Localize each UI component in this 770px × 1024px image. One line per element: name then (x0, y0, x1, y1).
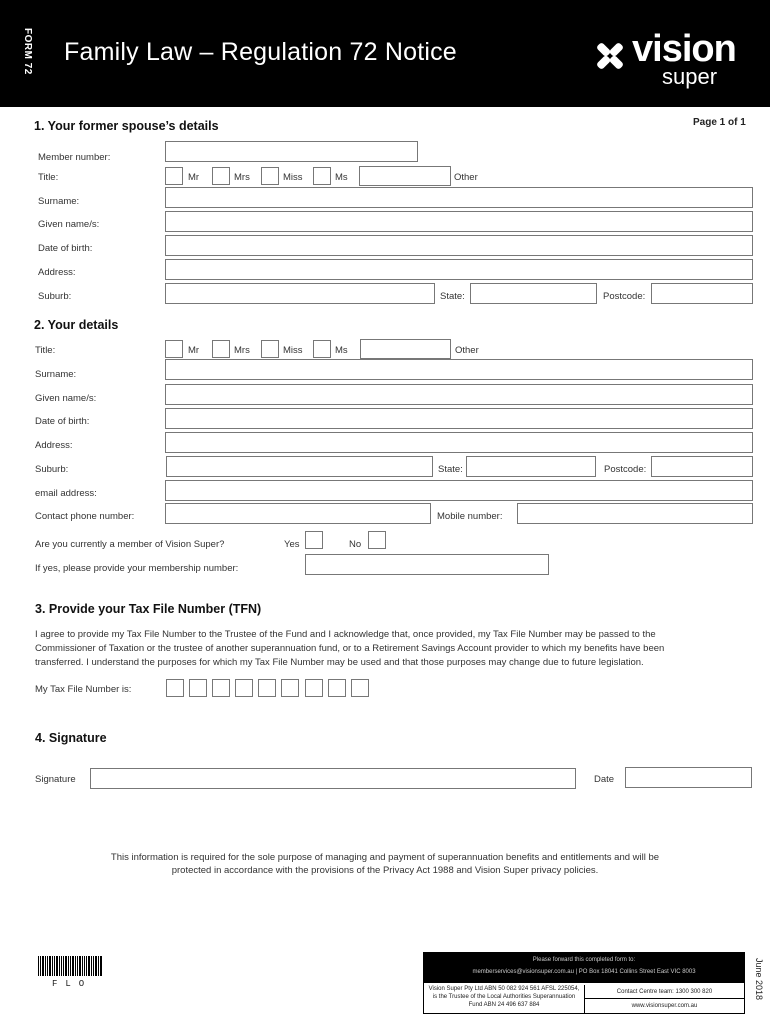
section-1-heading: 1. Your former spouse’s details (34, 119, 219, 133)
tfn-consent-line-2: Commissioner of Taxation or the trustee of another superannuation fund, or to a Retirement Savings Account provider to which my benefits have been (35, 643, 665, 654)
spouse-title-mrs-label: Mrs (234, 172, 250, 183)
your-title-miss-checkbox[interactable] (261, 340, 279, 358)
spouse-member-number-field[interactable] (165, 141, 418, 162)
spouse-suburb-label: Suburb: (38, 291, 72, 302)
spouse-title-label: Title: (38, 172, 59, 183)
tfn-digit-5[interactable] (258, 679, 276, 697)
your-given-names-field[interactable] (165, 384, 753, 405)
privacy-notice-line-2: protected in accordance with the provisions of the Privacy Act 1988 and Vision Super privacy policies. (171, 865, 599, 876)
spouse-suburb-field[interactable] (165, 283, 435, 304)
spouse-dob-label: Date of birth: (38, 243, 93, 254)
tfn-consent-line-1: I agree to provide my Tax File Number to the Trustee of the Fund and I acknowledge that, once provided, my Tax File Number may be passed to the (35, 629, 656, 640)
tfn-digit-2[interactable] (189, 679, 207, 697)
spouse-title-ms-label: Ms (335, 172, 348, 183)
your-state-field[interactable] (466, 456, 596, 477)
your-title-mr-checkbox[interactable] (165, 340, 183, 358)
spouse-given-names-field[interactable] (165, 211, 753, 232)
spouse-title-miss-checkbox[interactable] (261, 167, 279, 185)
date-label: Date (594, 774, 615, 785)
spouse-title-mr-checkbox[interactable] (165, 167, 183, 185)
page-number: Page 1 of 1 (693, 117, 746, 128)
member-yes-checkbox[interactable] (305, 531, 323, 549)
spouse-surname-label: Surname: (38, 196, 80, 207)
your-title-label: Title: (35, 345, 56, 356)
spouse-address-field[interactable] (165, 259, 753, 280)
signature-label: Signature (35, 774, 76, 785)
spouse-title-mrs-checkbox[interactable] (212, 167, 230, 185)
your-surname-label: Surname: (35, 369, 77, 380)
spouse-postcode-field[interactable] (651, 283, 753, 304)
footer-contact-centre: Contact Centre team: 1300 300 820 (584, 985, 744, 999)
tfn-digit-6[interactable] (281, 679, 299, 697)
footer-trustee-text: Vision Super Pty Ltd ABN 50 082 924 561 AFSL 225054, is the Trustee of the Local Authorities Superannuation Fund ABN 24 496 637 884 (428, 986, 580, 1008)
email-label: email address: (35, 488, 97, 499)
spouse-title-miss-label: Miss (283, 172, 303, 183)
form-number-tab: FORM 72 (22, 28, 33, 75)
your-suburb-label: Suburb: (35, 464, 69, 475)
tfn-digit-4[interactable] (235, 679, 253, 697)
spouse-state-field[interactable] (470, 283, 597, 304)
your-dob-field[interactable] (165, 408, 753, 429)
your-title-miss-label: Miss (283, 345, 303, 356)
footer-dark-band (424, 953, 744, 983)
section-4-heading: 4. Signature (35, 731, 107, 745)
member-yes-label: Yes (284, 539, 300, 550)
footer-website: www.visionsuper.com.au (584, 999, 744, 1013)
your-title-mrs-checkbox[interactable] (212, 340, 230, 358)
barcode-text: FLO (52, 979, 93, 989)
spouse-state-label: State: (440, 291, 465, 302)
contact-footer (423, 952, 745, 1014)
tfn-digit-7[interactable] (305, 679, 323, 697)
tfn-digit-9[interactable] (351, 679, 369, 697)
your-title-ms-label: Ms (335, 345, 348, 356)
spouse-title-other-field[interactable] (359, 166, 451, 186)
your-title-other-field[interactable] (360, 339, 451, 359)
date-field[interactable] (625, 767, 752, 788)
your-state-label: State: (438, 464, 463, 475)
current-member-question: Are you currently a member of Vision Super? (35, 539, 225, 550)
member-number-label: Member number: (38, 152, 111, 163)
member-no-checkbox[interactable] (368, 531, 386, 549)
membership-number-field[interactable] (305, 554, 549, 575)
privacy-notice (60, 851, 710, 877)
spouse-title-ms-checkbox[interactable] (313, 167, 331, 185)
tfn-digit-8[interactable] (328, 679, 346, 697)
logo-wordmark: vision (632, 28, 736, 70)
vision-logo-icon (592, 38, 628, 74)
contact-phone-field[interactable] (165, 503, 431, 524)
tfn-digit-3[interactable] (212, 679, 230, 697)
spouse-address-label: Address: (38, 267, 76, 278)
tfn-digit-1[interactable] (166, 679, 184, 697)
your-suburb-field[interactable] (166, 456, 433, 477)
barcode-image (38, 956, 102, 976)
footer-forward-text: Please forward this completed form to: (532, 957, 636, 963)
contact-phone-label: Contact phone number: (35, 511, 135, 522)
logo-subtext: super (662, 64, 718, 89)
vision-super-logo (592, 28, 752, 94)
your-postcode-field[interactable] (651, 456, 753, 477)
your-title-mr-label: Mr (188, 345, 200, 356)
tfn-label: My Tax File Number is: (35, 684, 132, 695)
your-title-ms-checkbox[interactable] (313, 340, 331, 358)
membership-number-label: If yes, please provide your membership number: (35, 563, 239, 574)
privacy-notice-line-1: This information is required for the sole purpose of managing and payment of superannuation benefits and entitlements and will be (110, 852, 660, 863)
spouse-dob-field[interactable] (165, 235, 753, 256)
edition-date: June 2018 (754, 958, 764, 1001)
your-given-names-label: Given name/s: (35, 393, 97, 404)
mobile-label: Mobile number: (437, 511, 503, 522)
your-title-mrs-label: Mrs (234, 345, 250, 356)
your-dob-label: Date of birth: (35, 416, 90, 427)
section-2-heading: 2. Your details (34, 318, 119, 332)
form-title: Family Law – Regulation 72 Notice (64, 38, 457, 66)
mobile-field[interactable] (517, 503, 753, 524)
your-title-other-label: Other (455, 345, 479, 356)
your-postcode-label: Postcode: (604, 464, 647, 475)
your-surname-field[interactable] (165, 359, 753, 380)
footer-address-text: memberservices@visionsuper.com.au | PO Box 18041 Collins Street East VIC 8003 (472, 969, 696, 975)
section-3-heading: 3. Provide your Tax File Number (TFN) (35, 602, 262, 616)
your-address-label: Address: (35, 440, 73, 451)
spouse-postcode-label: Postcode: (603, 291, 646, 302)
tfn-consent-line-3: transferred. I understand the purposes for which my Tax File Number may be used and that those purposes may change due to future legislation. (35, 657, 644, 668)
spouse-title-mr-label: Mr (188, 172, 200, 183)
form-header (0, 0, 770, 107)
spouse-given-names-label: Given name/s: (38, 219, 100, 230)
spouse-title-other-label: Other (454, 172, 478, 183)
signature-field[interactable] (90, 768, 576, 789)
member-no-label: No (349, 539, 362, 550)
spouse-surname-field[interactable] (165, 187, 753, 208)
email-field[interactable] (165, 480, 753, 501)
your-address-field[interactable] (165, 432, 753, 453)
